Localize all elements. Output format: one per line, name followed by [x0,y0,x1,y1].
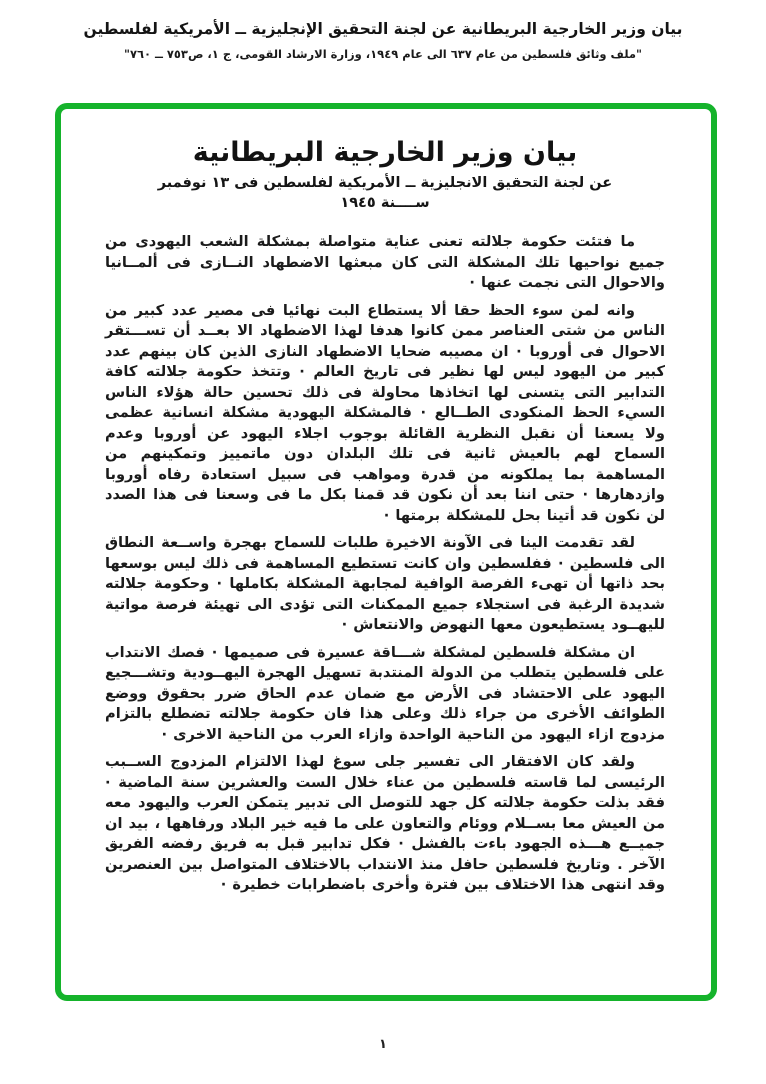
paragraph-5: ولقد كان الافتقار الى تفسير جلى سوغ لهذا الالتزام المزدوج الســبب الرئيسى لما قاسته فلسطين من عناء خلال الست والعشرين سنة الماضية · فقد بذلت حكومة جلالته كل جهد للتوصل الى تدبير يتمكن العرب واليهود معه من العيش معا بســلام ووئام والتعاون على ما فيه خير البلاد ورفاهها ، بيد ان جميــع هـــذه الجهود باءت بالفشل · فكل تدابير قبل به فريق رفضه الفريق الآخر . وتاريخ فلسطين حافل منذ الانتداب بالاختلاف المتواصل بين العنصرين وقد انتهى هذا الاختلاف بين فترة وأخرى باضطرابات خطيرة · [105,753,665,893]
document-title: بيان وزير الخارجية البريطانية [192,137,578,168]
page-number: ١ [379,1037,387,1052]
paragraph-4: ان مشكلة فلسطين لمشكلة شـــاقة عسيرة فى صميمها · فصك الانتداب على فلسطين يتطلب من الدولة المنتدبة تسهيل الهجرة اليهــودية وتشـــجيع اليهود على الاحتشاد فى الأرض مع ضمان عدم الحاق ضرر بحقوق ووضع الطوائف الأخرى من جراء ذلك وعلى هذا فان حكومة جلالته تضطلع بالتزام مزدوج ازاء اليهود من الناحية الواحدة وازاء العرب من الناحية الاخرى · [105,643,665,743]
document-year-line: ســــنة ١٩٤٥ [340,195,430,211]
paragraph-3: لقد تقدمت الينا فى الآونة الاخيرة طلبات للسماح بهجرة واســعة النطاق الى فلسطين · ففلسطين وان كانت تستطيع المساهمة فى ذلك ليس بوسعها بحد ذاتها أن تهىء الفرصة الوافية لمجابهة المشكلة بكاملها · وحكومة جلالته شديدة الرغبة فى استجلاء جميع الممكنات التى تؤدى الى تهيئة فرصة مواتية لليهــود يستطيعون معها النهوض والانتعاش · [105,534,665,633]
page-footer [0,1033,766,1052]
document-body [105,232,665,896]
header-source-citation: "ملف وثائق فلسطين من عام ٦٣٧ الى عام ١٩٤٩، وزارة الارشاد القومى، ج ١، ص٧٥٣ ــ ٧٦٠" [123,47,643,61]
document-subtitle: عن لجنة التحقيق الانجليزية ــ الأمريكية لفلسطين فى ١٣ نوفمبر [157,175,613,191]
header-title: بيان وزير الخارجية البريطانية عن لجنة التحقيق الإنجليزية ــ الأمريكية لفلسطين [83,20,683,38]
paragraph-2: وانه لمن سوء الحظ حقا ألا يستطاع البت نهائيا فى مصير عدد كبير من الناس من شتى العناصر ممن كانوا هدفا لهذا الاضطهاد الا بعــد أن تســـتقر الاحوال فى أوروبا · ان مصيبه ضحايا الاضطهاد النازى الذين كان بينهم عدد كبير من اليهود ليس لها نظير فى تاريخ العالم · وتتخذ حكومة جلالته كافة التدابير التى يتسنى لها اتخاذها محاولة فى ذلك تحسين حالة هؤلاء الناس السيء الحظ المنكودى الطــالع · فالمشكلة اليهودية مشكلة انسانية عظمى ولا يسعنا أن نقبل النظرية القائلة بوجوب اجلاء اليهود عن أوروبا وعدم السماح لهم بالعيش ثانية فى تلك البلدان دون ماتمييز وتمكينهم من المساهمة بما يملكونه من قدرة ومواهب فى سبيل استعادة رفاه أوروبا وازدهارها · حتى اننا بعد أن نكون قد قمنا بكل ما فى وسعنا فى هذا الصدد لن نكون قد أتينا بحل للمشكلة برمتها · [105,301,665,524]
paragraph-1: ما فتئت حكومة جلالته تعنى عناية متواصلة بمشكلة الشعب اليهودى من جميع نواحيها تلك المشكلة التى كان مبعثها الاضطهاد النــازى فى ألمــانيا والاحوال التى نجمت عنها · [105,233,665,291]
page-header [0,20,766,61]
green-border-frame [55,103,717,1001]
